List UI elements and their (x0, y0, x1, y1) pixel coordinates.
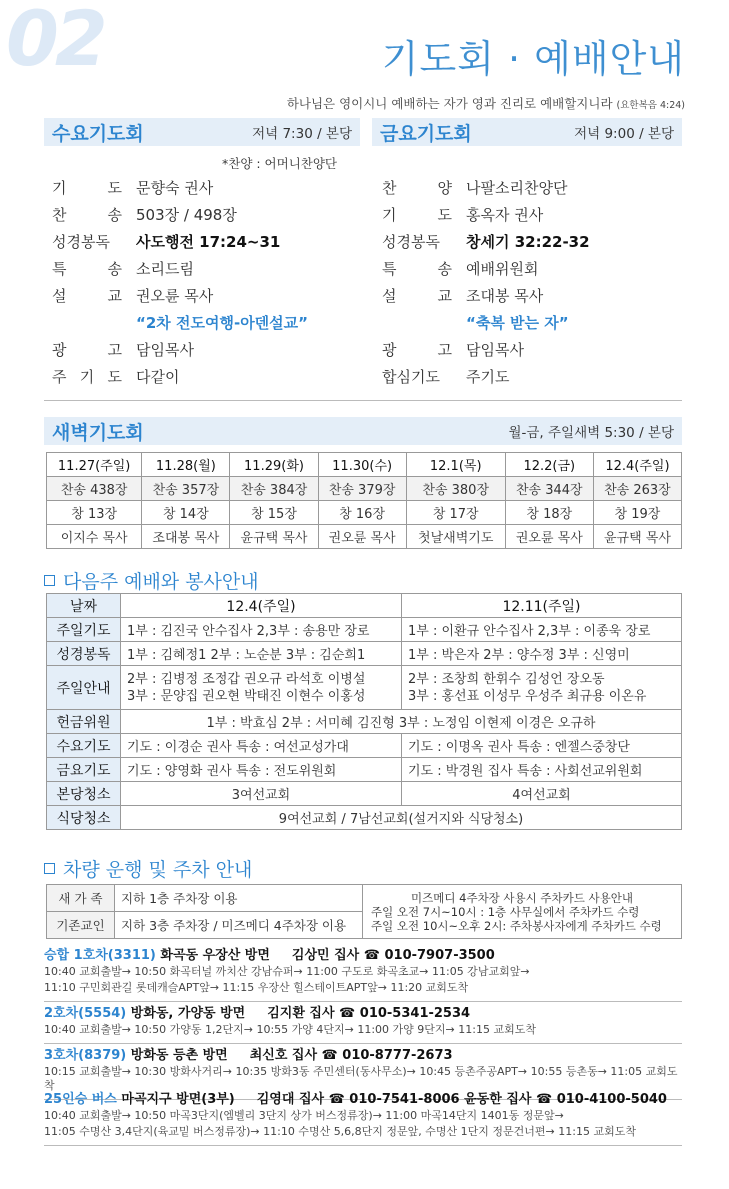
program-label-char: 기 (79, 368, 95, 386)
route-vehicle: 2호차(5554) (44, 1006, 127, 1021)
section-box-icon (44, 575, 55, 586)
program-row (382, 201, 682, 228)
dawn-hymn-cell: 찬송 379장 (318, 477, 406, 501)
program-label (382, 339, 452, 360)
dawn-schedule-table (46, 452, 682, 549)
next-week-head-date: 12.11(주일) (402, 594, 682, 618)
route-block (44, 944, 682, 1002)
next-week-row-label: 본당청소 (47, 782, 121, 806)
route-block (44, 1002, 682, 1044)
program-label-char: 합심기도 (382, 368, 440, 386)
program-row (52, 201, 362, 228)
dawn-row (47, 477, 682, 501)
next-week-head-row (47, 594, 682, 618)
next-week-cell-line: 2부 : 조창희 한휘수 김성언 장오동 (408, 671, 605, 687)
program-value: 다같이 (136, 368, 180, 386)
next-week-cell: 기도 : 양영화 권사 특송 : 전도위원회 (121, 758, 402, 782)
wednesday-time: 저녁 7:30 / 본당 (252, 126, 352, 142)
program-label (382, 204, 452, 225)
route-block (44, 1088, 682, 1146)
next-week-row (47, 782, 682, 806)
program-value: 담임목사 (136, 341, 194, 359)
divider (44, 400, 682, 401)
program-label-char: 광 (52, 341, 67, 359)
next-week-cell: 1부 : 박은자 2부 : 양수정 3부 : 신영미 (402, 642, 682, 666)
dawn-chapter-cell: 창 15장 (230, 501, 318, 525)
next-week-row-label: 성경봉독 (47, 642, 121, 666)
wednesday-title: 수요기도회 (52, 122, 144, 145)
next-week-row-label: 주일기도 (47, 618, 121, 642)
parking-section-title (44, 855, 252, 882)
program-label (382, 258, 452, 279)
dawn-date-cell: 11.29(화) (230, 453, 318, 477)
program-value: 조대봉 목사 (466, 287, 544, 305)
next-week-cell: 기도 : 이경순 권사 특송 : 여선교성가대 (121, 734, 402, 758)
program-value: 창세기 32:22-32 (466, 233, 590, 251)
program-row (52, 255, 362, 282)
route-stops: 10:40 교회출발→ 10:50 마곡3단지(엠벨리 3단지 상가 버스정류장)→ 11:00 마곡14단지 1401동 정문앞→ (44, 1109, 564, 1122)
next-week-row (47, 618, 682, 642)
next-week-row-label: 수요기도 (47, 734, 121, 758)
next-week-section-title (44, 567, 259, 594)
next-week-cell: 1부 : 김진국 안수집사 2,3부 : 송용만 장로 (121, 618, 402, 642)
next-week-cell (121, 666, 402, 710)
program-value: 사도행전 17:24~31 (136, 233, 281, 251)
program-row (382, 174, 682, 201)
parking-label-existing: 기존교인 (47, 912, 115, 939)
next-week-table (46, 593, 682, 830)
program-label-char: 양 (437, 179, 452, 197)
program-label (52, 204, 122, 225)
dawn-date-cell: 12.1(목) (406, 453, 505, 477)
program-label-char: 교 (107, 287, 122, 305)
dawn-row (47, 501, 682, 525)
route-header (44, 1002, 682, 1021)
verse-reference: (요한복음 4:24) (616, 100, 685, 111)
dawn-preacher-cell: 윤규택 목사 (593, 525, 681, 549)
dawn-hymn-cell: 찬송 357장 (142, 477, 230, 501)
route-area: 방화동, 가양동 방면 (126, 1006, 246, 1021)
next-week-cell: 3여선교회 (121, 782, 402, 806)
program-label-char: 설 (52, 287, 67, 305)
dawn-time: 월-금, 주일새벽 5:30 / 본당 (508, 425, 674, 441)
route-stops: 11:05 수명산 3,4단지(육교밑 버스정류장)→ 11:10 수명산 5,6,8단지 정문앞, 수명산 1단지 정문건너편→ 11:15 교회도착 (44, 1125, 636, 1138)
dawn-preacher-cell: 권오륜 목사 (318, 525, 406, 549)
friday-program (382, 174, 682, 390)
dawn-preacher-cell: 권오륜 목사 (505, 525, 593, 549)
next-week-row (47, 806, 682, 830)
program-label-char: 기 (382, 206, 397, 224)
wednesday-program (52, 174, 362, 390)
next-week-full-cell: 1부 : 박효심 2부 : 서미혜 김진형 3부 : 노정임 이현제 이경은 오규하 (121, 710, 682, 734)
route-vehicle: 3호차(8379) (44, 1048, 127, 1063)
route-stops: 10:40 교회출발→ 10:50 화곡터널 까치산 강남슈퍼→ 11:00 구도로 화곡초교→ 11:05 강남교회앞→ (44, 965, 530, 978)
program-value: 나팔소리찬양단 (466, 179, 568, 197)
route-area: 마곡지구 방면(3부) (116, 1092, 235, 1107)
dawn-chapter-cell: 창 17장 (406, 501, 505, 525)
sermon-title: “2차 전도여행-아덴설교” (136, 314, 309, 332)
program-label-char: 송 (107, 260, 122, 278)
next-week-cell: 4여선교회 (402, 782, 682, 806)
program-label-char: 고 (107, 341, 122, 359)
wednesday-header (44, 118, 360, 146)
parking-note-line: 주일 오전 10시~오후 2시: 주차봉사자에게 주차카드 수령 (371, 918, 662, 933)
sermon-title: “축복 받는 자” (466, 314, 569, 332)
route-vehicle: 25인승 버스 (44, 1092, 117, 1107)
program-label-char: 특 (382, 260, 397, 278)
parking-value-existing: 지하 3층 주차장 / 미즈메디 4주차장 이용 (115, 912, 363, 939)
route-driver: 김영대 집사 ☎ 010-7541-8006 윤동한 집사 ☎ 010-4100-5040 (256, 1092, 667, 1107)
route-driver: 김지환 집사 ☎ 010-5341-2534 (267, 1006, 471, 1021)
next-week-cell (402, 666, 682, 710)
program-label-char: 도 (107, 368, 122, 386)
next-week-cell-line: 3부 : 문양집 권오현 박태진 이현수 이홍성 (127, 688, 366, 704)
next-week-cell: 1부 : 김혜정1 2부 : 노순분 3부 : 김순희1 (121, 642, 402, 666)
next-week-row-label: 금요기도 (47, 758, 121, 782)
program-value: 홍옥자 권사 (466, 206, 544, 224)
next-week-row (47, 710, 682, 734)
dawn-hymn-cell: 찬송 384장 (230, 477, 318, 501)
next-week-row (47, 642, 682, 666)
program-row (52, 336, 362, 363)
next-week-head-date: 12.4(주일) (121, 594, 402, 618)
program-row (382, 363, 682, 390)
program-label-char: 광 (382, 341, 397, 359)
program-label (52, 339, 122, 360)
next-week-cell: 기도 : 박경원 집사 특송 : 사회선교위원회 (402, 758, 682, 782)
program-label (382, 285, 452, 306)
dawn-chapter-cell: 창 14장 (142, 501, 230, 525)
program-label-char: 송 (107, 206, 122, 224)
route-driver: 최신호 집사 ☎ 010-8777-2673 (249, 1048, 453, 1063)
dawn-hymn-cell: 찬송 438장 (47, 477, 142, 501)
parking-label-new: 새 가 족 (47, 885, 115, 912)
next-week-cell-line: 2부 : 김병정 조정갑 권오규 라석호 이병설 (127, 671, 366, 687)
dawn-preacher-cell: 이지수 목사 (47, 525, 142, 549)
dawn-date-cell: 11.27(주일) (47, 453, 142, 477)
parking-table (46, 884, 682, 939)
program-label-char: 기 (52, 179, 67, 197)
program-label (382, 231, 452, 252)
program-row (52, 228, 362, 255)
next-week-cell: 1부 : 이환규 안수집사 2,3부 : 이종욱 장로 (402, 618, 682, 642)
program-label-char: 도 (437, 206, 452, 224)
next-week-title-text: 다음주 예배와 봉사안내 (63, 571, 259, 593)
scripture-verse (287, 94, 685, 112)
program-row (382, 228, 682, 255)
route-stops: 11:10 구민회관길 롯데캐슬APT앞→ 11:15 우장산 힐스테이트APT앞→ 11:20 교회도착 (44, 981, 469, 994)
program-label-char: 성경봉독 (382, 233, 440, 251)
next-week-head-label: 날짜 (47, 594, 121, 618)
dawn-preacher-cell: 첫날새벽기도 (406, 525, 505, 549)
parking-card-note (363, 885, 682, 939)
program-label-char: 찬 (52, 206, 67, 224)
dawn-header (44, 417, 682, 445)
dawn-chapter-cell: 창 16장 (318, 501, 406, 525)
next-week-row (47, 734, 682, 758)
program-label (52, 231, 122, 252)
dawn-preacher-cell: 조대봉 목사 (142, 525, 230, 549)
program-row (382, 282, 682, 309)
dawn-date-cell: 12.2(금) (505, 453, 593, 477)
route-header (44, 1044, 682, 1063)
next-week-cell: 기도 : 이명옥 권사 특송 : 엔젤스중창단 (402, 734, 682, 758)
next-week-row-label: 주일안내 (47, 666, 121, 710)
program-label (52, 285, 122, 306)
program-label (382, 177, 452, 198)
friday-header (372, 118, 682, 146)
program-label (52, 366, 122, 387)
dawn-date-cell: 12.4(주일) (593, 453, 681, 477)
wednesday-choir-note: *찬양 : 어머니찬양단 (222, 156, 338, 171)
dawn-row (47, 453, 682, 477)
program-label-char: 도 (107, 179, 122, 197)
program-label-char: 성경봉독 (52, 233, 110, 251)
page-title: 기도회 · 예배안내 (381, 37, 685, 81)
page-number: 02 (6, 0, 104, 83)
dawn-chapter-cell: 창 18장 (505, 501, 593, 525)
next-week-row-label: 식당청소 (47, 806, 121, 830)
program-value: 예배위원회 (466, 260, 539, 278)
program-row (382, 336, 682, 363)
parking-value-new: 지하 1층 주차장 이용 (115, 885, 363, 912)
section-box-icon (44, 863, 55, 874)
next-week-row (47, 666, 682, 710)
dawn-title: 새벽기도회 (52, 421, 144, 444)
program-value: 주기도 (466, 368, 510, 386)
program-label-char: 찬 (382, 179, 397, 197)
program-row (52, 174, 362, 201)
route-stops: 10:40 교회출발→ 10:50 가양동 1,2단지→ 10:55 가양 4단지→ 11:00 가양 9단지→ 11:15 교회도착 (44, 1023, 536, 1036)
program-label-char: 고 (437, 341, 452, 359)
next-week-row (47, 758, 682, 782)
dawn-hymn-cell: 찬송 380장 (406, 477, 505, 501)
parking-note-line: 주일 오전 7시~10시 : 1층 사무실에서 주차카드 수령 (371, 904, 640, 919)
verse-text: 하나님은 영이시니 예배하는 자가 영과 진리로 예배할지니라 (286, 96, 613, 111)
route-header (44, 944, 682, 963)
parking-note-title: 미즈메디 4주차장 사용시 주차카드 사용안내 (411, 890, 633, 905)
program-label (52, 258, 122, 279)
program-row (52, 282, 362, 309)
route-area: 화곡동 우장산 방면 (155, 948, 270, 963)
dawn-hymn-cell: 찬송 263장 (593, 477, 681, 501)
program-value: 503장 / 498장 (136, 206, 237, 224)
program-label (52, 177, 122, 198)
program-label-char: 교 (437, 287, 452, 305)
program-label-char: 주 (52, 368, 67, 386)
program-value: 소리드림 (136, 260, 194, 278)
program-value: 담임목사 (466, 341, 524, 359)
dawn-preacher-cell: 윤규택 목사 (230, 525, 318, 549)
dawn-chapter-cell: 창 13장 (47, 501, 142, 525)
program-label (382, 366, 452, 387)
program-row (52, 363, 362, 390)
dawn-date-cell: 11.30(수) (318, 453, 406, 477)
dawn-chapter-cell: 창 19장 (593, 501, 681, 525)
dawn-row (47, 525, 682, 549)
route-driver: 김상민 집사 ☎ 010-7907-3500 (291, 948, 495, 963)
parking-title-text: 차량 운행 및 주차 안내 (63, 859, 253, 881)
program-label-char: 설 (382, 287, 397, 305)
program-row (382, 255, 682, 282)
program-value: 권오륜 목사 (136, 287, 214, 305)
route-area: 방화동 등촌 방면 (126, 1048, 228, 1063)
route-stops: 10:15 교회출발→ 10:30 방화사거리→ 10:35 방화3동 주민센터(동사무소)→ 10:45 등촌주공APT→ 10:55 등촌동→ 11:05 교회도착 (44, 1065, 678, 1092)
friday-title: 금요기도회 (380, 122, 472, 145)
dawn-date-cell: 11.28(월) (142, 453, 230, 477)
route-header (44, 1088, 682, 1107)
program-label-char: 송 (437, 260, 452, 278)
next-week-row-label: 헌금위원 (47, 710, 121, 734)
next-week-full-cell: 9여선교회 / 7남선교회(설거지와 식당청소) (121, 806, 682, 830)
friday-time: 저녁 9:00 / 본당 (574, 126, 674, 142)
program-value: 문향숙 권사 (136, 179, 214, 197)
program-label-char: 특 (52, 260, 67, 278)
next-week-cell-line: 3부 : 홍선표 이성무 우성주 최규용 이온유 (408, 688, 647, 704)
dawn-hymn-cell: 찬송 344장 (505, 477, 593, 501)
route-vehicle: 승합 1호차(3311) (44, 948, 156, 963)
